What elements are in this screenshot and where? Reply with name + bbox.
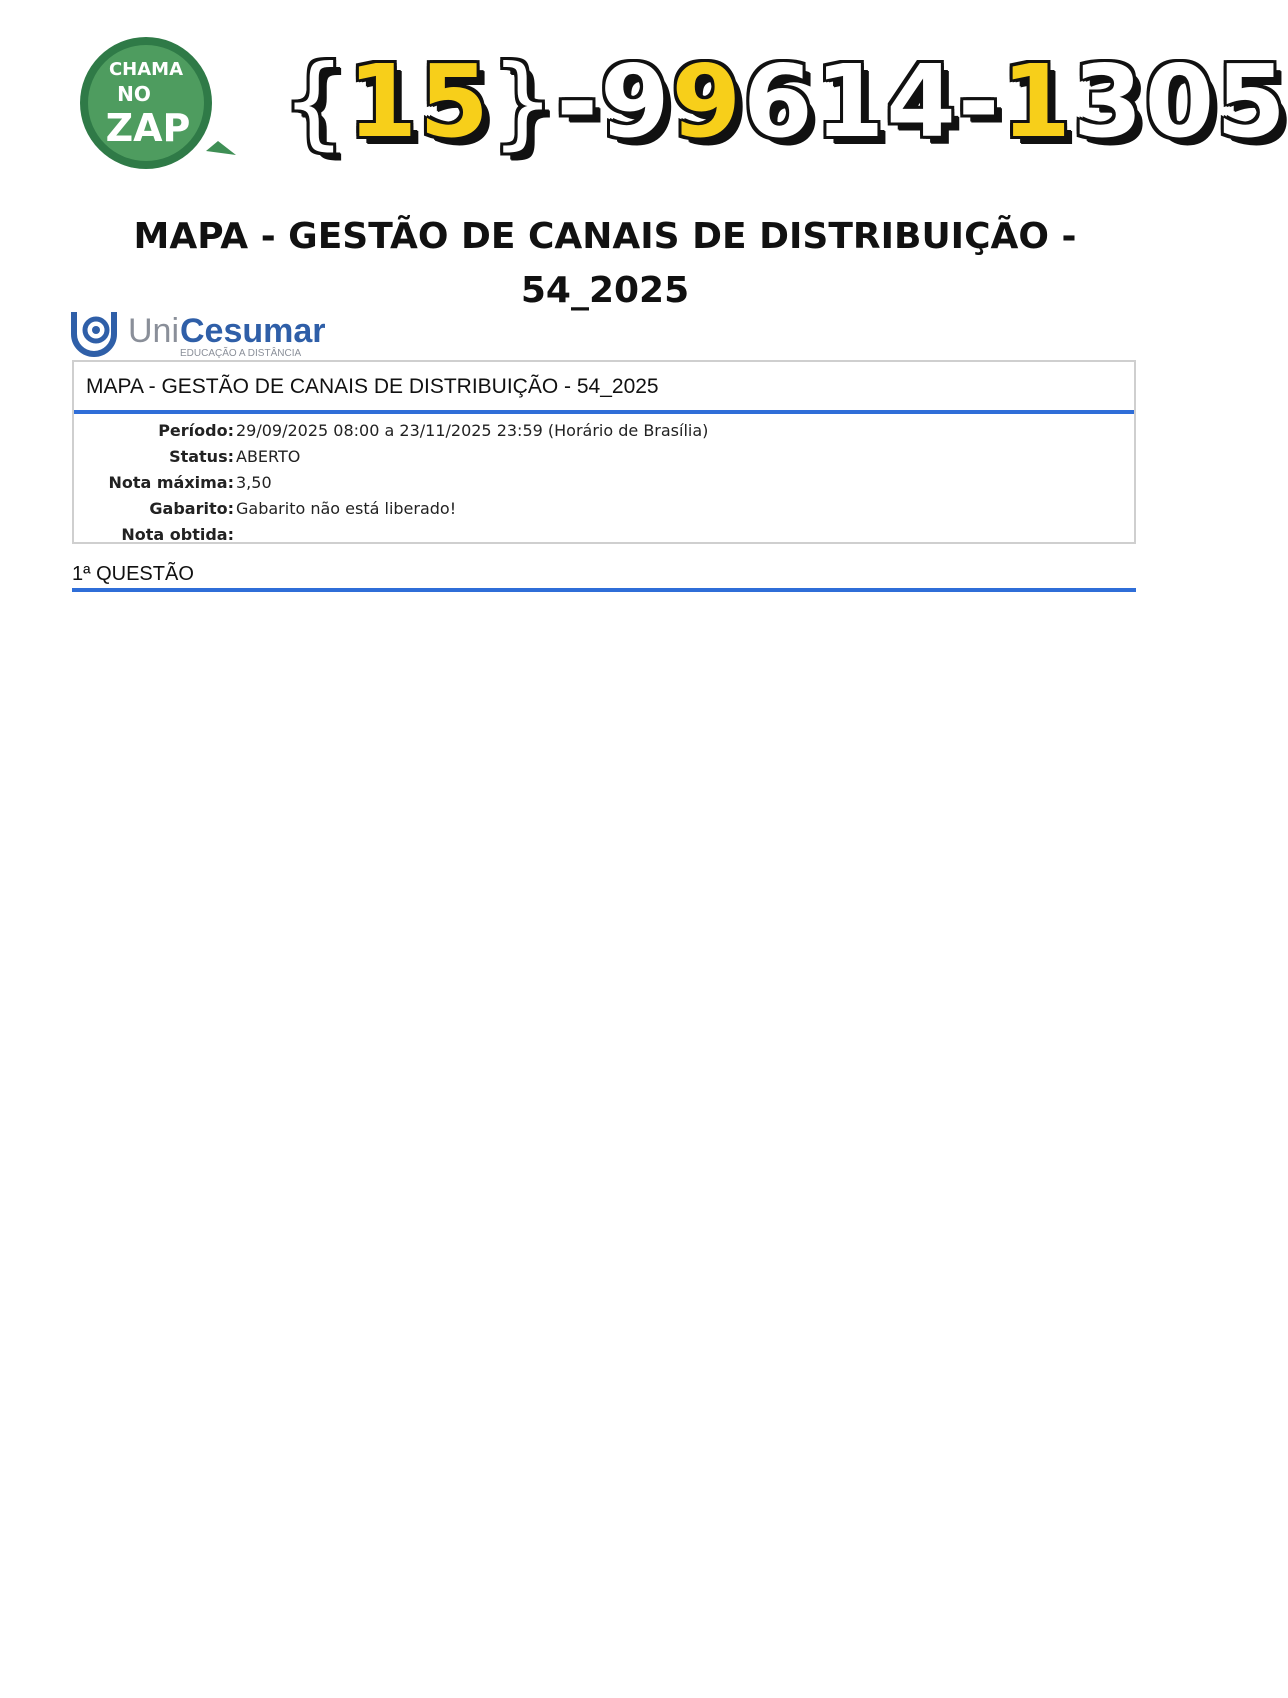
svg-text:Uni: Uni	[128, 312, 180, 350]
question-heading: 1ª QUESTÃO	[72, 562, 1136, 592]
unicesumar-logo	[70, 308, 326, 360]
info-label: Nota máxima:	[108, 473, 234, 492]
info-value: ABERTO	[236, 447, 301, 466]
phone-digit-highlight: 9	[671, 43, 744, 160]
info-value	[234, 522, 236, 548]
phone-brace-close: }	[490, 43, 557, 160]
phone-digits: 305	[1072, 43, 1288, 160]
info-label: Gabarito:	[149, 499, 234, 518]
document-title-line1: MAPA - GESTÃO DE CANAIS DE DISTRIBUIÇÃO -	[133, 216, 1077, 257]
svg-text:ZAP: ZAP	[105, 106, 191, 150]
activity-info-box	[72, 360, 1136, 544]
info-row-nota-obtida	[74, 522, 1134, 548]
info-value: Gabarito não está liberado!	[236, 499, 457, 518]
document-title	[70, 210, 1140, 318]
phone-digit-highlight: 1	[1001, 43, 1073, 160]
info-label: Período:	[158, 421, 234, 440]
phone-separator: -	[957, 43, 1002, 160]
phone-area-code: 15	[347, 43, 491, 160]
info-row-nota-maxima	[74, 470, 1134, 496]
document-title-line2: 54_2025	[520, 270, 690, 311]
info-row-status	[74, 444, 1134, 470]
info-row-gabarito	[74, 496, 1134, 522]
svg-text:EDUCAÇÃO A DISTÂNCIA: EDUCAÇÃO A DISTÂNCIA	[180, 348, 302, 359]
phone-brace-open: {	[282, 43, 348, 160]
contact-banner	[60, 25, 1288, 175]
chama-no-zap-logo	[68, 33, 238, 173]
phone-separator: -	[556, 43, 600, 160]
info-label: Nota obtida:	[121, 525, 234, 544]
svg-text:CHAMA: CHAMA	[108, 59, 184, 80]
info-value: 3,50	[236, 473, 272, 492]
phone-number[interactable]	[282, 43, 1288, 160]
info-label: Status:	[169, 447, 234, 466]
info-row-periodo	[74, 418, 1134, 444]
phone-digits: 614	[743, 43, 958, 160]
svg-text:NO: NO	[117, 82, 151, 106]
activity-details	[74, 414, 1134, 548]
info-value: 29/09/2025 08:00 a 23/11/2025 23:59 (Horário de Brasília)	[236, 421, 709, 440]
phone-digit: 9	[599, 43, 672, 160]
activity-heading: MAPA - GESTÃO DE CANAIS DE DISTRIBUIÇÃO - 54_2025	[74, 362, 1134, 414]
svg-text:Cesumar: Cesumar	[180, 312, 326, 350]
